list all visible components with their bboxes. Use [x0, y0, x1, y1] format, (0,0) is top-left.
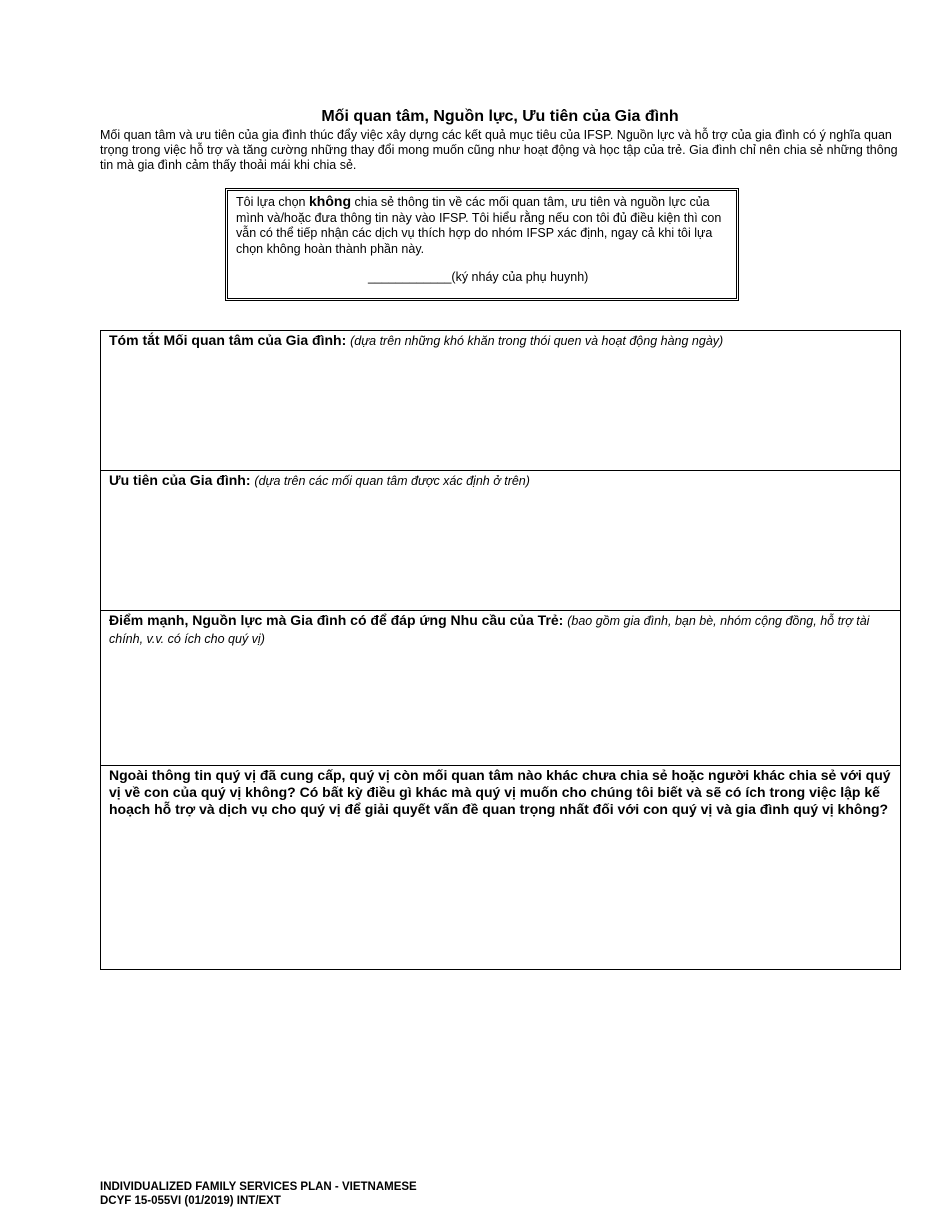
concerns-hint: (dựa trên những khó khăn trong thói quen và hoạt động hàng ngày) [350, 334, 724, 348]
optout-text-before: Tôi lựa chọn [236, 195, 309, 209]
strengths-label: Điểm mạnh, Nguồn lực mà Gia đình có để đáp ứng Nhu cầu của Trẻ: [109, 612, 564, 628]
optout-emphasis: không [309, 193, 351, 209]
optout-box [225, 188, 739, 301]
other-concerns-section[interactable] [101, 765, 900, 969]
concerns-section[interactable] [101, 331, 900, 470]
strengths-section[interactable] [101, 610, 900, 765]
form-footer [100, 1180, 417, 1208]
intro-paragraph: Mối quan tâm và ưu tiên của gia đình thúc đẩy việc xây dựng các kết quả mục tiêu của IFSP. Nguồn lực và hỗ trợ của gia đình có ý nghĩa quan trọng trong việc hỗ trợ và tăng cường những thay đổi mong muốn cũng như hoạt động và học tập của trẻ. Gia đình chỉ nên chia sẻ những thông tin mà gia đình cảm thấy thoải mái khi chia sẻ. [100, 128, 898, 172]
parent-initials-field[interactable]: ____________(ký nháy của phụ huynh) [368, 270, 589, 284]
concerns-label: Tóm tắt Mối quan tâm của Gia đình: [109, 332, 347, 348]
footer-form-title: INDIVIDUALIZED FAMILY SERVICES PLAN - VIETNAMESE [100, 1181, 417, 1193]
priorities-hint: (dựa trên các mối quan tâm được xác định ở trên) [254, 474, 530, 488]
page-title: Mối quan tâm, Nguồn lực, Ưu tiên của Gia đình [321, 108, 679, 125]
priorities-section[interactable] [101, 470, 900, 610]
strengths-hint: (bao gồm gia đình, bạn bè, nhóm cộng đồng, hỗ trợ tài chính, v.v. có ích cho quý vị) [109, 614, 870, 646]
optout-text-after: chia sẻ thông tin về các mối quan tâm, ưu tiên và nguồn lực của mình và/hoặc đưa thông tin này vào IFSP. Tôi hiểu rằng nếu con tôi đủ điều kiện thì con vẫn có thể tiếp nhận các dịch vụ thích hợp do nhóm IFSP xác định, ngay cả khi tôi lựa chọn không hoàn thành phần này. [236, 195, 722, 256]
other-concerns-label: Ngoài thông tin quý vị đã cung cấp, quý vị còn mối quan tâm nào khác chưa chia sẻ hoặc người khác chia sẻ với quý vị về con của quý vị không? Có bất kỳ điều gì khác mà quý vị muốn cho chúng tôi biết và sẽ có ích trong việc lập kế hoạch hỗ trợ và dịch vụ cho quý vị để giải quyết vấn đề quan trọng nhất đối với con quý vị và gia đình quý vị không? [109, 767, 891, 817]
family-info-table [100, 330, 901, 970]
footer-form-number: DCYF 15-055VI (01/2019) INT/EXT [100, 1195, 281, 1207]
priorities-label: Ưu tiên của Gia đình: [109, 472, 251, 488]
